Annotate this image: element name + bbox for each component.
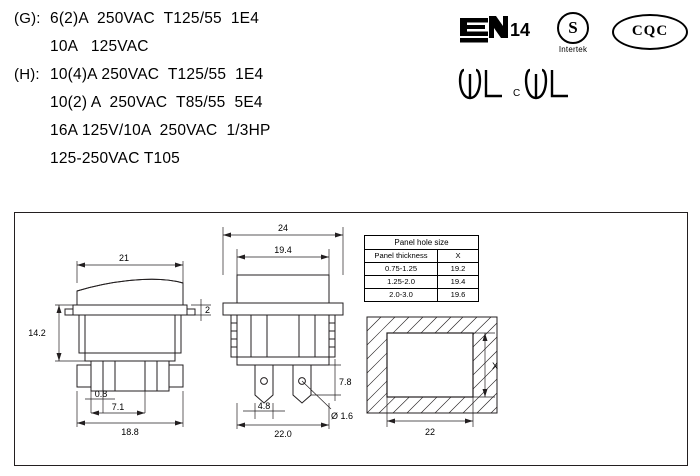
dim-side-terminal-spacing: 7.1 xyxy=(111,402,125,412)
ratings-block xyxy=(14,10,444,178)
table-row xyxy=(365,262,479,275)
dim-side-overall-width: 18.8 xyxy=(121,427,139,437)
dim-front-terminal-hole-dia: Ø 1.6 xyxy=(331,411,354,421)
dim-front-terminal-width: 4.8 xyxy=(257,401,271,411)
drawing-frame xyxy=(14,212,688,466)
rating-row xyxy=(14,10,444,38)
table-cell: 19.2 xyxy=(438,262,479,275)
rating-label: (H): xyxy=(14,66,40,83)
ul-c-label: C xyxy=(513,88,521,99)
rating-row xyxy=(14,150,444,178)
rating-row xyxy=(14,66,444,94)
table-cell: 1.25-2.0 xyxy=(365,275,438,288)
rating-text: 125-250VAC T105 xyxy=(50,150,180,167)
intertek-mark xyxy=(550,12,596,60)
rating-label: (G): xyxy=(14,10,41,27)
table-cell: 0.75-1.25 xyxy=(365,262,438,275)
rating-text: 10A 125VAC xyxy=(50,38,149,55)
table-header-cell: Panel thickness xyxy=(365,250,438,263)
rating-text: 10(4)A 250VAC T125/55 1E4 xyxy=(50,66,264,83)
dim-side-height-body: 14.2 xyxy=(28,328,46,338)
panel-hole-table-title: Panel hole size xyxy=(364,235,479,249)
rating-text: 6(2)A 250VAC T125/55 1E4 xyxy=(50,10,260,27)
table-cell: 19.4 xyxy=(438,275,479,288)
table-header-row xyxy=(365,250,479,263)
table-header-cell: X xyxy=(438,250,479,263)
dim-side-terminal-thickness: 0.8 xyxy=(94,389,108,399)
rating-text: 10(2) A 250VAC T85/55 5E4 xyxy=(50,94,263,111)
ul-mark-icon xyxy=(456,64,586,108)
intertek-s-icon: S xyxy=(557,12,589,44)
table-cell: 19.6 xyxy=(438,288,479,301)
dim-front-body-width: 19.4 xyxy=(274,245,292,255)
mechanical-drawings xyxy=(15,213,685,463)
rating-row xyxy=(14,38,444,66)
dim-cutout-width: 22 xyxy=(424,427,436,437)
rating-text: 16A 125V/10A 250VAC 1/3HP xyxy=(50,122,271,139)
dim-front-terminal-length: 7.8 xyxy=(339,377,352,387)
dim-side-bezel-height: 2 xyxy=(205,305,211,315)
cqc-mark-icon: CQC xyxy=(612,14,688,50)
dim-front-bezel-width: 24 xyxy=(277,223,289,233)
enec-number: 14 xyxy=(510,20,531,40)
panel-cutout-drawing xyxy=(367,317,497,427)
side-view-drawing xyxy=(55,261,211,427)
panel-hole-size-table xyxy=(364,235,498,302)
dim-side-width-top: 21 xyxy=(118,253,130,263)
table-row xyxy=(365,288,479,301)
rating-row xyxy=(14,94,444,122)
table-cell: 2.0-3.0 xyxy=(365,288,438,301)
table-row xyxy=(365,275,479,288)
enec-mark-icon xyxy=(458,14,536,48)
intertek-caption: Intertek xyxy=(558,45,588,54)
rating-row xyxy=(14,122,444,150)
certification-marks xyxy=(448,8,688,128)
dim-cutout-height: X xyxy=(492,361,499,371)
dim-front-overall-depth: 22.0 xyxy=(274,429,292,439)
front-view-drawing xyxy=(223,227,343,429)
